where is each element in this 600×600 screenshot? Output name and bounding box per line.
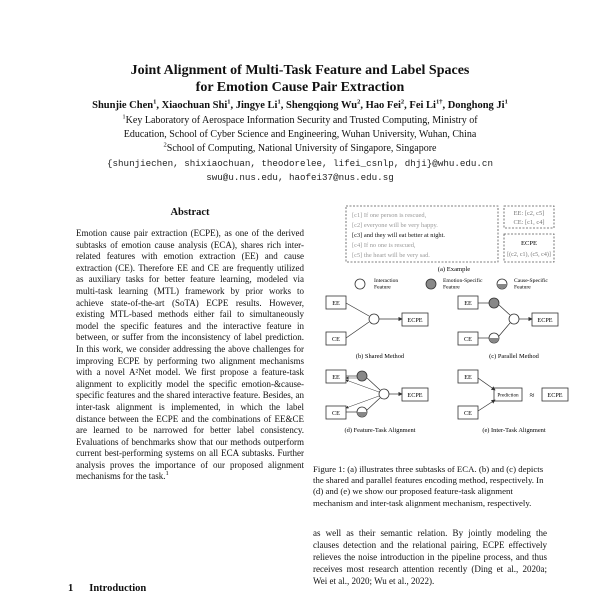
paper-title — [0, 62, 600, 96]
author: Jingye Li$^1$, — [235, 98, 286, 111]
legend-interaction-marker — [355, 279, 365, 289]
abstract-text: Emotion cause pair extraction (ECPE), as one of the derived subtasks of emotion cause analysis (ECA), shares rich inter-related features with emotion extraction (EE) and cause extraction (CE). Therefore EE and CE are frequently utilized as auxiliary tasks for better feature learning, modeled via multi-task learning (MTL) framework by prior works to achieve state-of-the-art (SoTA) ECPE results. However, existing MTL-based methods either fail to simultaneously model the specific features and the interactive feature in between, or suffer from the inconsistency of label prediction. In this work, we consider addressing the above challenges for improving ECPE by performing two alignment mechanisms with a novel A²Net model. We first propose a feature-task alignment to explicitly model the specific emotion-&cause-specific features and the shared interactive feature. Besides, an inter-task alignment is implemented, in which the label distance between the ECPE and the combinations of EE&CE are learned to be narrowed for better label consistency. Evaluations of benchmarks show that our methods outperform current best-performing systems on all ECA subtasks. Further analysis proves the importance of our proposed alignment mechanisms for the task. — [76, 228, 304, 482]
legend-cause-halffill — [497, 284, 507, 289]
author: Shunjie Chen$^1$, — [92, 98, 162, 111]
svg-text:ECPE: ECPE — [537, 317, 553, 324]
clause-1: [c1] If one person is rescued, — [352, 212, 427, 219]
panel-parallel-method — [458, 296, 558, 360]
email-line-1: {shunjiechen, shixiaochuan, theodorelee, lifei_csnlp, dhji}@whu.edu.cn — [107, 158, 493, 169]
author: Xiaochuan Shi$^1$, — [161, 98, 236, 111]
caption-a: (a) Example — [437, 266, 471, 273]
abstract-heading: Abstract — [170, 207, 210, 218]
ecpe-pairs: [(c2, c1), (c5, c4)] — [507, 252, 551, 258]
section-number: 1 — [68, 583, 74, 594]
node-ce-label: CE — [332, 336, 340, 343]
author-list — [0, 100, 600, 111]
legend-cause: Cause-Specific Feature — [514, 278, 548, 291]
caption-c: (c) Parallel Method — [489, 353, 539, 360]
figure-1 — [318, 200, 590, 466]
ce-label: CE: [c1, c4] — [513, 219, 545, 226]
section-title: Introduction — [89, 583, 147, 594]
clause-4: [c4] If no one is rescued, — [352, 242, 416, 249]
email-block — [0, 157, 600, 185]
email-line-2: swu@u.nus.edu, haofei37@nus.edu.sg — [206, 172, 394, 183]
author: Fei $Li^{1\dagger}$, — [409, 98, 448, 111]
node-ee-label: EE — [332, 300, 340, 307]
panel-feature-task-alignment — [326, 370, 428, 434]
svg-text:EE: EE — [332, 374, 340, 381]
svg-text:ECPE: ECPE — [407, 392, 423, 399]
svg-text:EE: EE — [464, 300, 472, 307]
ee-label: EE: [c2, c5] — [513, 210, 545, 217]
affiliation-1-line-1: $^1$Key Laboratory of Aerospace Information Security and Trusted Computing, Ministry of — [122, 113, 478, 126]
caption-b: (b) Shared Method — [355, 353, 405, 360]
legend-emotion: Emotion-Specific Feature — [443, 278, 483, 291]
title-line-1: Joint Alignment of Multi-Task Feature and Label Spaces — [130, 63, 470, 78]
ecpe-label-title: ECPE — [520, 240, 538, 247]
caption-e: (e) Inter-Task Alignment — [482, 427, 546, 434]
clause-5: [c5] the heart will be very sad. — [352, 252, 430, 259]
legend-interaction: Interaction Feature — [374, 278, 399, 291]
author: Shengqiong Wu$^2$, — [285, 98, 366, 111]
approx-sign: ≈ — [529, 390, 535, 400]
node-prediction-label: Prediction — [497, 392, 519, 399]
author: Hao Fei$^2$, — [365, 98, 410, 111]
footnote-mark: 1 — [165, 470, 169, 478]
title-line-2: for Emotion Cause Pair Extraction — [195, 80, 405, 95]
figure-caption: Figure 1: (a) illustrates three subtasks of ECA. (b) and (c) depicts the shared and parallel features encoding method, respectively. In (d) and (e) we show our proposed feature-task alignment mechanism and inter-task alignment mechanism, respectively. — [313, 464, 544, 508]
svg-text:EE: EE — [464, 374, 472, 381]
caption-d: (d) Feature-Task Alignment — [344, 427, 416, 434]
svg-text:CE: CE — [332, 410, 340, 417]
affiliations — [0, 114, 600, 156]
panel-shared-method — [326, 296, 428, 360]
body-paragraph: as well as their semantic relation. By jointly modeling the clauses detection and the relational pairing, ECPE effectively relieves the noise introduction in the pipeline process, and thus receives most research attention recently (Ding et al., 2020a; Wei et al., 2020; Wu et al., 2022). — [313, 528, 547, 586]
affiliation-1-line-2: Education, School of Cyber Science and Engineering, Wuhan University, Wuhan, China — [123, 129, 477, 140]
affiliation-2: $^2$School of Computing, National University of Singapore, Singapore — [163, 141, 437, 154]
svg-text:ECPE: ECPE — [547, 392, 563, 399]
abstract-body — [76, 228, 304, 483]
svg-text:CE: CE — [464, 410, 472, 417]
clause-2: [c2] everyone will be very happy. — [352, 222, 438, 229]
legend-emotion-marker — [426, 279, 436, 289]
clause-3: [c3] and they will eat better at night. — [352, 232, 445, 239]
panel-inter-task-alignment — [458, 370, 568, 434]
section-heading — [68, 583, 146, 594]
node-ecpe-label: ECPE — [407, 317, 423, 324]
author: Donghong Ji$^1$ — [447, 98, 508, 111]
svg-text:CE: CE — [464, 336, 472, 343]
